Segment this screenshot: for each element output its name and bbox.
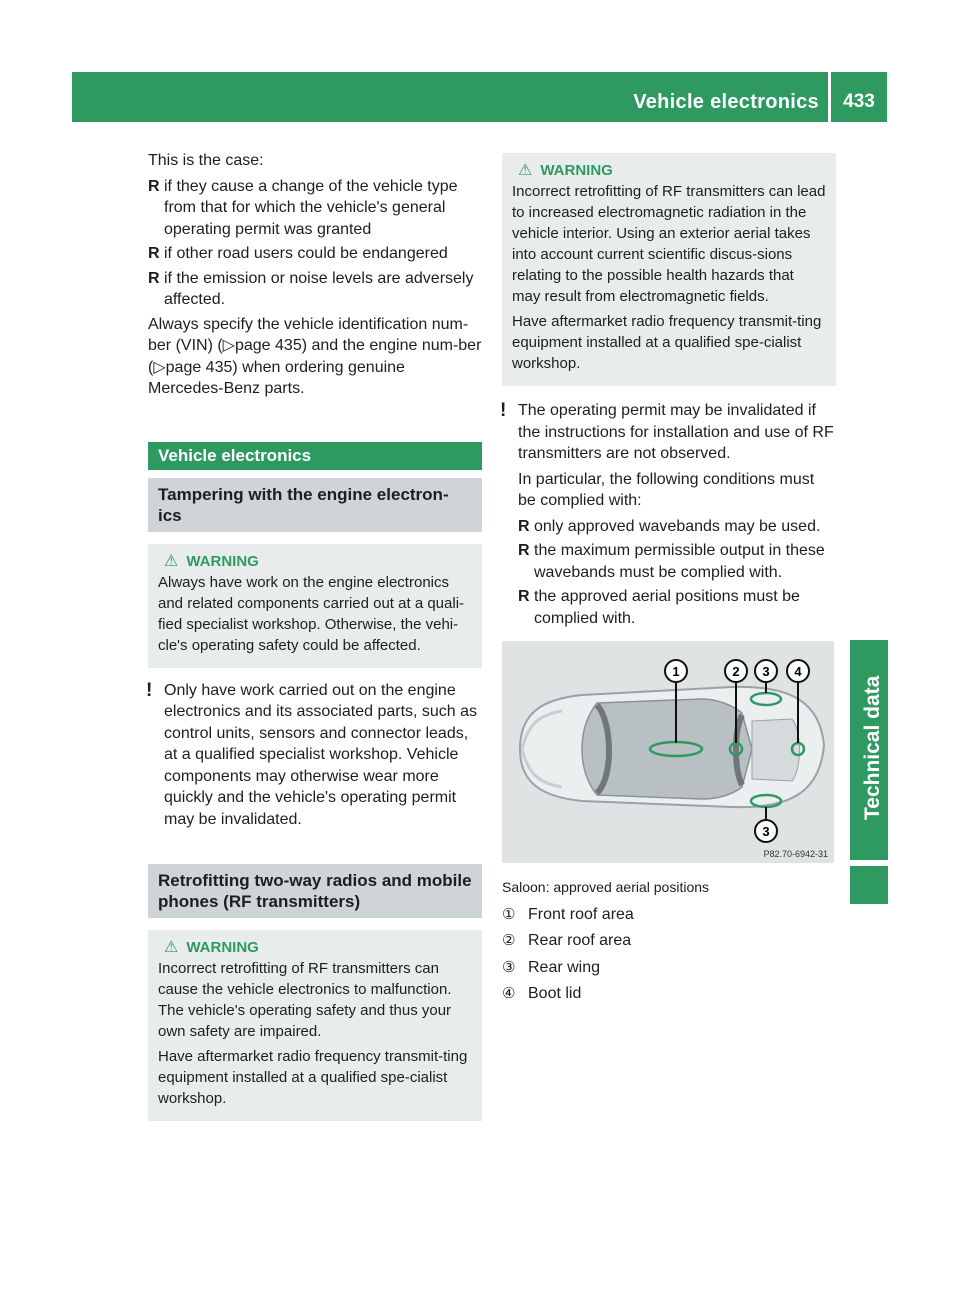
figure-caption: Saloon: approved aerial positions <box>502 879 710 895</box>
bullet-icon: R <box>148 269 160 287</box>
bullet-icon: R <box>518 517 530 535</box>
legend-item: ② Rear roof area <box>502 930 836 952</box>
bullet-icon: R <box>148 177 160 195</box>
car-aerial-figure <box>502 641 834 863</box>
list-item: R if the emission or noise levels are adversely affected. <box>148 269 474 308</box>
chapter-tab-label: Technical data <box>861 675 884 820</box>
warning-box-engine <box>148 544 482 668</box>
warning-heading: ⚠ WARNING <box>518 162 613 179</box>
list-item: R if other road users could be endangered <box>148 243 482 265</box>
legend-item: ① Front roof area <box>502 904 836 926</box>
page-ref-link[interactable]: page 435 <box>165 358 233 376</box>
left-column <box>148 150 482 1121</box>
callout-number: 2 <box>732 664 740 679</box>
bullet-icon: R <box>148 245 160 262</box>
legend-item: ④ Boot lid <box>502 983 836 1005</box>
callout-number: 4 <box>794 664 802 679</box>
callout-number: 3 <box>762 824 770 839</box>
callout-number: 1 <box>672 664 680 679</box>
chapter-tab-marker <box>850 866 888 904</box>
subsection-title-tampering: Tampering with the engine electron-ics <box>148 478 482 532</box>
warning-heading: ⚠ WARNING <box>164 939 259 956</box>
warning-box-retrofitting <box>148 930 482 1121</box>
list-item: R the approved aerial positions must be complied with. <box>518 588 800 627</box>
legend-number: ③ <box>502 958 516 976</box>
warning-triangle-icon: ⚠ <box>518 162 533 179</box>
bullet-icon: R <box>518 542 530 559</box>
warning-text: Incorrect retrofitting of RF transmitters can cause the vehicle electronics to malfunction. The vehicle's operating safety and thus your own safety are impaired. <box>158 960 452 1040</box>
warning-text: Incorrect retrofitting of RF transmitters can lead to increased electromagnetic radiation in the vehicle interior. Using an exterior aerial takes into account current scientific discus-sions relating to the possible health hazards that may result from electromagnetic fields. <box>512 183 826 305</box>
warning-triangle-icon: ⚠ <box>164 939 179 956</box>
car-top-view-illustration <box>502 641 834 863</box>
callout-number: 3 <box>762 664 770 679</box>
page-ref-arrow-icon: ▷ <box>222 337 235 354</box>
vin-note: Always specify the vehicle identification num-ber (VIN) (▷page 435) and the engine num-ber (▷page 435) when ordering genuine Mercedes-Benz parts. <box>148 315 482 397</box>
exclamation-icon: ! <box>500 400 507 421</box>
list-item: R the maximum permissible output in these wavebands must be complied with. <box>518 542 825 581</box>
subsection-title-retrofitting: Retrofitting two-way radios and mobile phones (RF transmitters) <box>148 864 482 918</box>
note-engine <box>148 680 482 831</box>
legend-number: ④ <box>502 985 516 1002</box>
warning-text: Always have work on the engine electronics and related components carried out at a quali-fied specialist workshop. Otherwise, the vehi-cle's operating safety could be affected. <box>158 573 465 654</box>
page-header <box>72 72 887 122</box>
warning-heading: ⚠ WARNING <box>164 552 259 570</box>
figure-code: P82.70-6942-31 <box>763 849 828 859</box>
bullet-icon: R <box>518 588 530 605</box>
note-text: Only have work carried out on the engine electronics and its associated parts, such as control units, sensors and connector leads, at a qualified specialist workshop. Vehicle components may otherwise wear more quickly and the vehicle's operating permit may be invalidated. <box>164 681 478 828</box>
warning-text: Have aftermarket radio frequency transmit-ting equipment installed at a qualified spe-cialist workshop. <box>158 1048 468 1107</box>
section-title: Vehicle electronics <box>148 442 482 470</box>
intro-text: This is the case: <box>148 152 264 169</box>
case-list <box>148 176 482 311</box>
note-permit <box>502 400 836 629</box>
conditions-list <box>518 516 836 630</box>
legend-item: ③ Rear wing <box>502 957 836 979</box>
page-ref-arrow-icon: ▷ <box>153 358 166 376</box>
legend-number: ② <box>502 932 516 949</box>
warning-text: Have aftermarket radio frequency transmit-ting equipment installed at a qualified spe-cialist workshop. <box>512 313 822 372</box>
chapter-tab <box>850 640 888 860</box>
note-text: In particular, the following conditions must be complied with: <box>518 470 815 509</box>
exclamation-icon: ! <box>146 679 153 701</box>
list-item: R only approved wavebands may be used. <box>518 516 836 538</box>
page-ref-link[interactable]: page 435 <box>234 337 302 354</box>
list-item: R if they cause a change of the vehicle type from that for which the vehicle's general operating permit was granted <box>148 177 458 238</box>
page-number: 433 <box>843 91 875 112</box>
header-title: Vehicle electronics <box>633 91 819 113</box>
warning-box-radiation <box>502 153 836 386</box>
figure-legend <box>502 904 836 1005</box>
warning-triangle-icon: ⚠ <box>164 552 179 570</box>
note-text: The operating permit may be invalidated if the instructions for installation and use of RF transmitters are not observed. <box>518 402 834 462</box>
legend-number: ① <box>502 905 516 923</box>
right-column <box>502 150 836 1005</box>
